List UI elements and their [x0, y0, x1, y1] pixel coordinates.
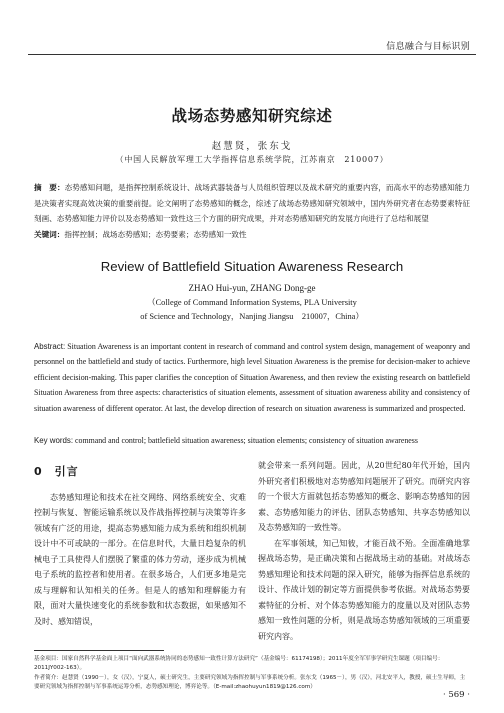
chinese-keywords-label: 关键词：	[34, 230, 65, 239]
header-rule	[28, 54, 476, 55]
english-keywords	[34, 434, 470, 447]
fund-footnote: 基金项目：国家自然科学基金面上项目“面向武器系统协同的态势感知一致性计算方法研究”（基金编号：61174198）；2011年度全军军事学研究生课题（项目编号：2011JY002-163）。	[34, 656, 444, 672]
chinese-title: 战场态势感知研究综述	[171, 107, 333, 125]
chinese-keywords-text: 指挥控制；战场态势感知；态势要素；态势感知一致性	[64, 230, 247, 239]
intro-paragraph-left: 态势感知理论和技术在社交网络、网络系统安全、灾难控制与恢复、智能运输系统以及作战指挥控制与决策等许多领域有广泛的用途，提高态势感知能力成为系统和组织机制设计中不可或缺的一部分。在信息时代，大量日趋复杂的机械电子工具使得人们摆脱了繁重的体力劳动，逐步成为机械电子系统的监控者和使用者。在很多场合，人们更多地是完成与理解和认知相关的任务。但是人的感知和理解能力有限，面对大量快速变化的系统参数和状态数据，如果感知不及时、感知错误，	[34, 492, 246, 626]
english-affiliation-line1: （College of Command Information Systems, PLA University	[147, 298, 357, 307]
english-abstract	[34, 339, 470, 416]
english-abstract-text: Situation Awareness is an important content in research of command and control system design, management of weaponry and personnel on the battlefield and study of tactics. Furthermore, high level Situation Awareness is the premise for decision-maker to achieve efficient decision-making. This paper clarifies the conception of Situation Awareness, and then review the existing research on battlefield Situation Awareness from three aspects: characteristics of situation elements, assessment of situation awareness ability and consistency of situation awareness of different operator. At last, the develop direction of research on situation awareness is summarized and prospected.	[34, 342, 470, 413]
chinese-abstract	[34, 180, 470, 227]
introduction-heading: 0 引言	[34, 465, 79, 478]
english-affiliation	[0, 296, 504, 323]
chinese-keywords	[34, 227, 470, 242]
chinese-authors: 赵慧贤，张东戈	[211, 141, 293, 152]
page-number: · 569 ·	[442, 690, 470, 700]
footnote-rule	[34, 650, 164, 651]
english-keywords-label: Key words:	[34, 436, 74, 445]
chinese-abstract-text: 态势感知问题，是指挥控制系统设计、战场武器装备与人员组织管理以及战术研究的重要内容，而高水平的态势感知能力是决策者实现高效决策的重要前提。论文阐明了态势感知的概念，综述了战场态势感知研究领域中，国内外研究者在态势要素特征刻画、态势感知能力评价以及态势感知一致性这三个方面的研究成果，并对态势感知研究的发展方向进行了总结和展望	[34, 183, 471, 223]
footnotes	[34, 655, 470, 693]
english-title: Review of Battlefield Situation Awareness Research	[100, 259, 404, 274]
english-authors: ZHAO Hui-yun, ZHANG Dong-ge	[188, 283, 316, 293]
right-column	[258, 458, 470, 644]
english-affiliation-line2: of Science and Technology，Nanjing Jiangsu 210007，China）	[140, 311, 364, 321]
intro-paragraph-right-1: 就会带来一系列问题。因此，从20世纪80年代开始，国内外研究者们积极地对态势感知问题展开了研究。而研究内容的一个很大方面就包括态势感知的概念、影响态势感知的因素、态势感知能力的评估、团队态势感知、共享态势感知以及态势感知的一致性等。	[258, 461, 470, 532]
chinese-affiliation: （中国人民解放军理工大学指挥信息系统学院，江苏南京 210007）	[115, 155, 389, 164]
running-head: 信息融合与目标识别	[386, 42, 470, 52]
english-keywords-text: command and control; battlefield situation awareness; situation elements; consistency of situation awareness	[75, 436, 418, 445]
left-column	[34, 460, 246, 629]
intro-paragraph-right-2: 在军事领域，知己知彼，才能百战不殆。全面准确地掌握战场态势，是正确决策和占据战场主动的基础。对战场态势感知理论和技术问题的深入研究，能够为指挥信息系统的设计、作战计划的制定等方面提供参考依据。对战场态势要素特征的分析、对个体态势感知能力的度量以及对团队态势感知一致性问题的分析，则是战场态势感知领域的三项重要研究内容。	[258, 538, 470, 641]
chinese-abstract-label: 摘 要：	[34, 183, 65, 192]
author-footnote: 作者简介：赵慧贤（1990－），女（汉），宁夏人，硕士研究生，主要研究领域为指挥控制与军事系统分析。张东戈（1965－），男（汉），河北安平人，教授，硕士生导师，主要研究领域为指挥控制与军事系统运筹分析，态势感知理论，博弈论等。（E-mail:zhaohuyun1819@126.com）	[34, 674, 466, 691]
english-abstract-label: Abstract:	[34, 342, 66, 351]
